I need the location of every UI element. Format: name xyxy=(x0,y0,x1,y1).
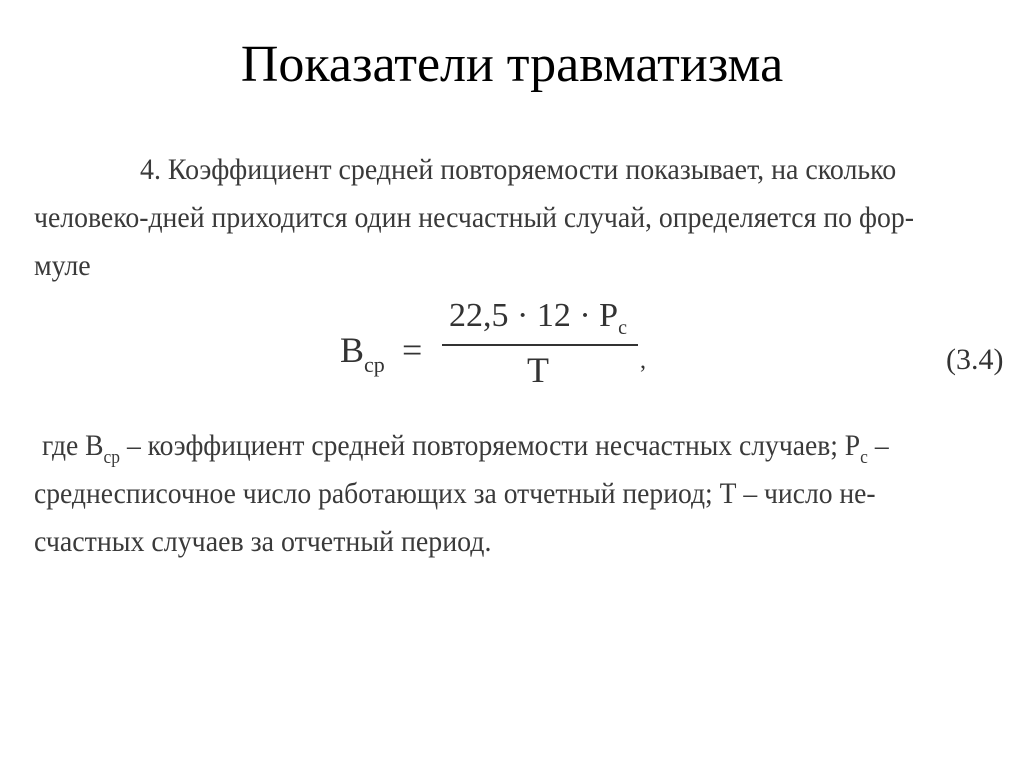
formula-equals: = xyxy=(402,330,423,370)
paragraph2-line1-middle: – коэффициент средней повторяемости несчастных случаев; Р xyxy=(120,429,861,462)
paragraph2-line1-suffix: – xyxy=(867,429,889,462)
formula-numerator-main: 22,5 · 12 · Р xyxy=(449,297,619,334)
formula-numerator xyxy=(440,296,636,348)
formula-3-4 xyxy=(340,288,670,398)
formula-lhs xyxy=(340,328,385,387)
formula-reference-number: (3.4) xyxy=(946,343,1004,376)
formula-comma: , xyxy=(640,348,646,374)
formula-numerator-subscript: с xyxy=(618,317,627,339)
paragraph2-line2: среднесписочное число работающих за отчетный период; Т – число не- xyxy=(34,477,876,510)
formula-denominator: Т xyxy=(527,350,549,390)
paragraph1-line3: муле xyxy=(34,249,91,282)
fraction-bar xyxy=(442,344,638,346)
paragraph1-line2: человеко-дней приходится один несчастный случай, определяется по фор- xyxy=(34,201,914,234)
paragraph2-line1-subscript2: с xyxy=(860,447,868,468)
paragraph2-line1-prefix: где В xyxy=(42,429,104,462)
paragraph2-line3: счастных случаев за отчетный период. xyxy=(34,525,492,558)
formula-lhs-symbol: В xyxy=(340,330,365,370)
paragraph2-line1-subscript: ср xyxy=(103,447,121,468)
formula-lhs-subscript: ср xyxy=(364,352,385,377)
slide-title: Показатели травматизма xyxy=(240,36,784,93)
paragraph2-line1 xyxy=(42,426,889,478)
paragraph1-line1: 4. Коэффициент средней повторяемости показывает, на сколько xyxy=(140,153,897,186)
